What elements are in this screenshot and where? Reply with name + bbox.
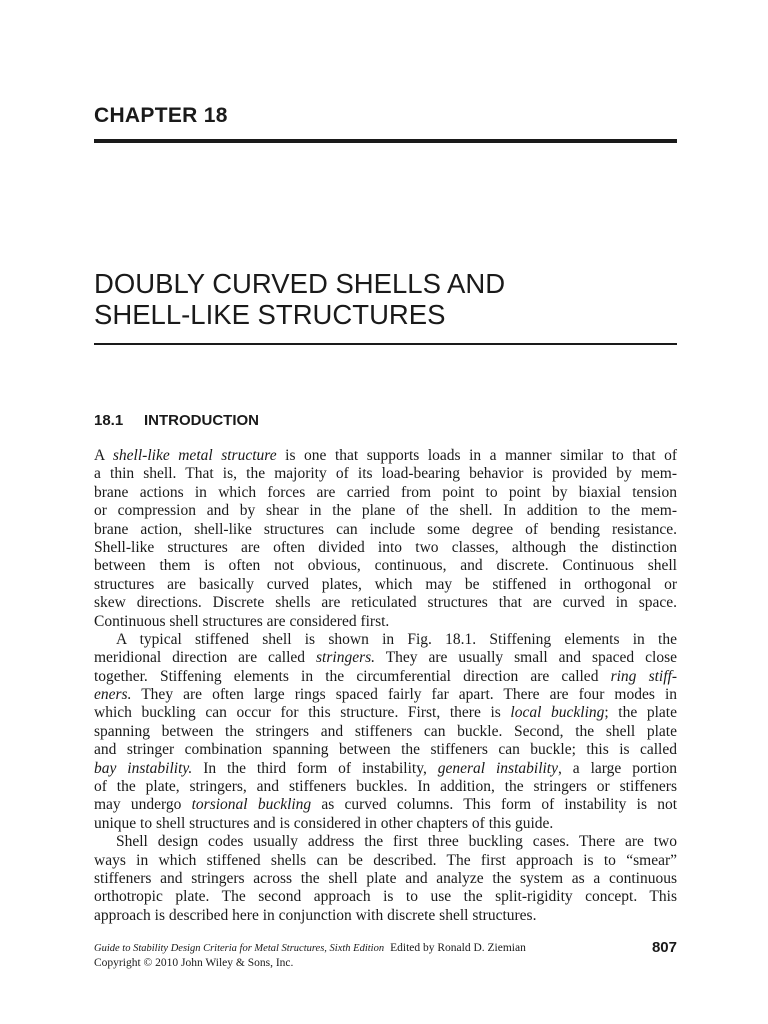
footer-edition-line xyxy=(94,941,677,956)
emphasized-term: stringers. xyxy=(316,649,376,667)
text-line: stiffeners and stringers across the shell plate and analyze the system as a continuous xyxy=(94,869,677,887)
text-line: approach is described here in conjunction with discrete shell structures. xyxy=(94,906,537,924)
text-line: orthotropic plate. The second approach is to use the split-rigidity concept. This xyxy=(94,888,677,906)
text-line: skew directions. Discrete shells are reticulated structures that are curved in space. xyxy=(94,594,677,612)
copyright-line: Copyright © 2010 John Wiley & Sons, Inc. xyxy=(94,957,294,969)
paragraph-3 xyxy=(94,833,677,925)
text-line: between them is often not obvious, continuous, and discrete. Continuous shell xyxy=(94,557,677,575)
emphasized-term: shell-like metal structure xyxy=(112,447,277,464)
text-line: Shell design codes usually address the first three buckling cases. There are two xyxy=(116,833,677,851)
paragraph-2 xyxy=(94,631,677,833)
text-line: may undergo torsional buckling as curved columns. This form of instability is not xyxy=(94,796,677,814)
page-number: 807 xyxy=(651,939,677,956)
chapter-title xyxy=(94,268,694,330)
text-line: brane actions in which forces are carried from point to point by biaxial tension xyxy=(94,483,677,501)
book-title: Guide to Stability Design Criteria for Metal Structures, Sixth Edition xyxy=(94,943,385,954)
section-number: 18.1 xyxy=(94,412,124,429)
chapter-title-line-2: SHELL-LIKE STRUCTURES xyxy=(94,299,446,330)
editor-credit: Edited by Ronald D. Ziemian xyxy=(390,942,526,954)
emphasized-term: general instability xyxy=(437,759,558,777)
text-line: A typical stiffened shell is shown in Fig. 18.1. Stiffening elements in the xyxy=(116,630,677,648)
text-line: which buckling can occur for this structure. First, there is local buckling; the plate xyxy=(94,704,677,722)
text-line: spanning between the stringers and stiffeners can buckle. Second, the shell plate xyxy=(94,722,677,740)
text-line: and stringer combination spanning between the stiffeners can buckle; this is called xyxy=(94,741,677,759)
section-title: INTRODUCTION xyxy=(144,412,259,429)
text-line: together. Stiffening elements in the circumferential direction are called ring stiff- xyxy=(94,667,677,685)
text-line: structures are basically curved plates, which may be stiffened in orthogonal or xyxy=(94,575,677,593)
emphasized-term: local buckling xyxy=(510,704,605,722)
emphasized-term: ring stiff- xyxy=(610,667,677,685)
text-line: unique to shell structures and is considered in other chapters of this guide. xyxy=(94,814,554,832)
emphasized-term: bay instability. xyxy=(94,759,193,777)
text-line: Shell-like structures are often divided into two classes, although the distinction xyxy=(94,538,677,556)
text-line: brane action, shell-like structures can include some degree of bending resistance. xyxy=(94,520,677,538)
text-line: or compression and by shear in the plane of the shell. In addition to the mem- xyxy=(94,502,677,520)
paragraph-1 xyxy=(94,447,677,631)
chapter-divider-thin xyxy=(94,343,677,345)
text-line: ways in which stiffened shells can be described. The first approach is to “smear” xyxy=(94,851,677,869)
emphasized-term: eners. xyxy=(94,686,132,704)
text-line: meridional direction are called stringers. They are usually small and spaced close xyxy=(94,649,677,667)
text-line: bay instability. In the third form of instability, general instability, a large portion xyxy=(94,759,677,777)
text-line: eners. They are often large rings spaced fairly far apart. There are four modes in xyxy=(94,686,677,704)
text-line: of the plate, stringers, and stiffeners buckles. In addition, the stringers or stiffeners xyxy=(94,778,677,796)
emphasized-term: torsional buckling xyxy=(191,796,312,814)
chapter-title-line-1: DOUBLY CURVED SHELLS AND xyxy=(94,268,506,299)
text-line: A shell-like metal structure is one that supports loads in a manner similar to that of xyxy=(94,447,678,464)
text-line: Continuous shell structures are considered first. xyxy=(94,612,390,630)
section-heading xyxy=(94,412,259,429)
chapter-divider-thick xyxy=(94,139,677,143)
chapter-label: CHAPTER 18 xyxy=(94,104,228,127)
body-text xyxy=(94,447,677,925)
page-footer xyxy=(94,941,677,970)
text-line: a thin shell. That is, the majority of its load-bearing behavior is provided by mem- xyxy=(94,465,677,483)
